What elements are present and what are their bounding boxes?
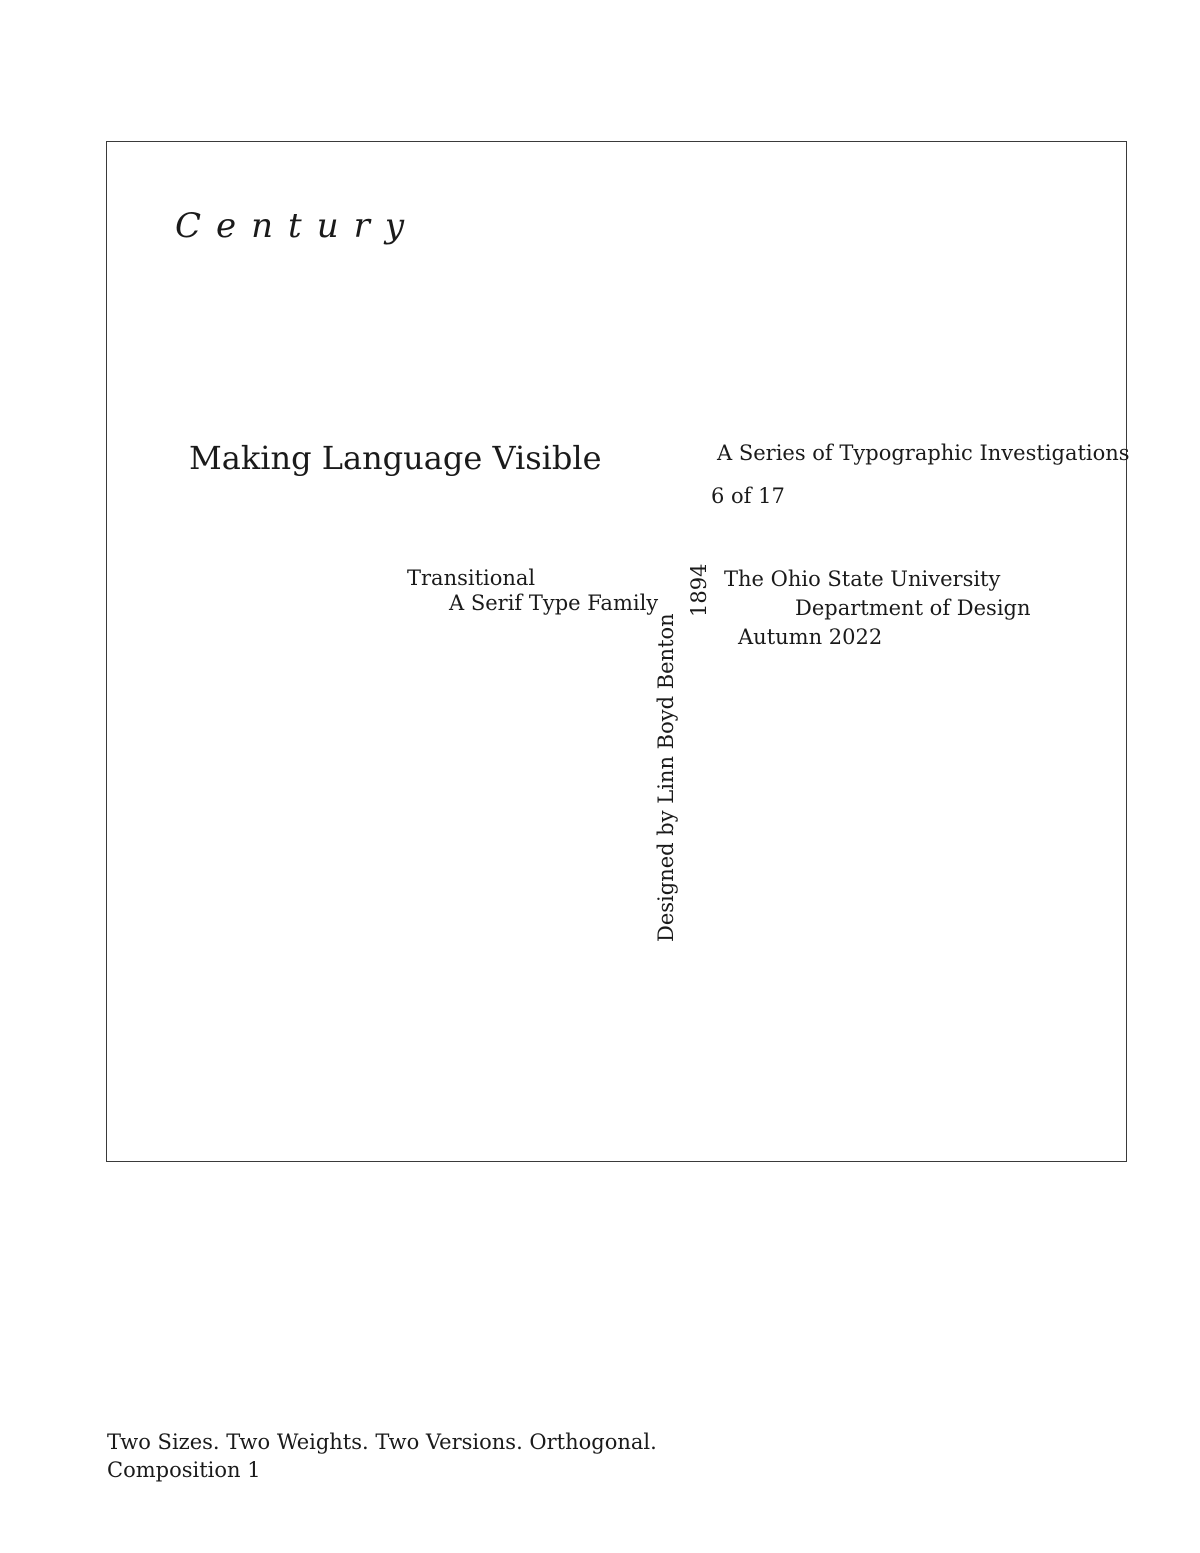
- caption-line-1: Two Sizes. Two Weights. Two Versions. Orthogonal.: [107, 1430, 657, 1454]
- institution: The Ohio State University: [724, 567, 1001, 591]
- headline: Making Language Visible: [189, 439, 602, 477]
- department: Department of Design: [795, 596, 1031, 620]
- composition-frame: [106, 141, 1127, 1162]
- typeface-name: Century: [175, 206, 420, 246]
- series-title: A Series of Typographic Investigations: [717, 441, 1130, 465]
- classification: Transitional: [407, 566, 536, 590]
- designer-vertical: Designed by Linn Boyd Benton: [654, 613, 678, 942]
- year-vertical: 1894: [687, 563, 711, 617]
- caption-line-2: Composition 1: [107, 1458, 261, 1482]
- series-count: 6 of 17: [711, 484, 785, 508]
- family-description: A Serif Type Family: [449, 591, 659, 615]
- caption: [107, 1428, 657, 1484]
- term: Autumn 2022: [738, 625, 883, 649]
